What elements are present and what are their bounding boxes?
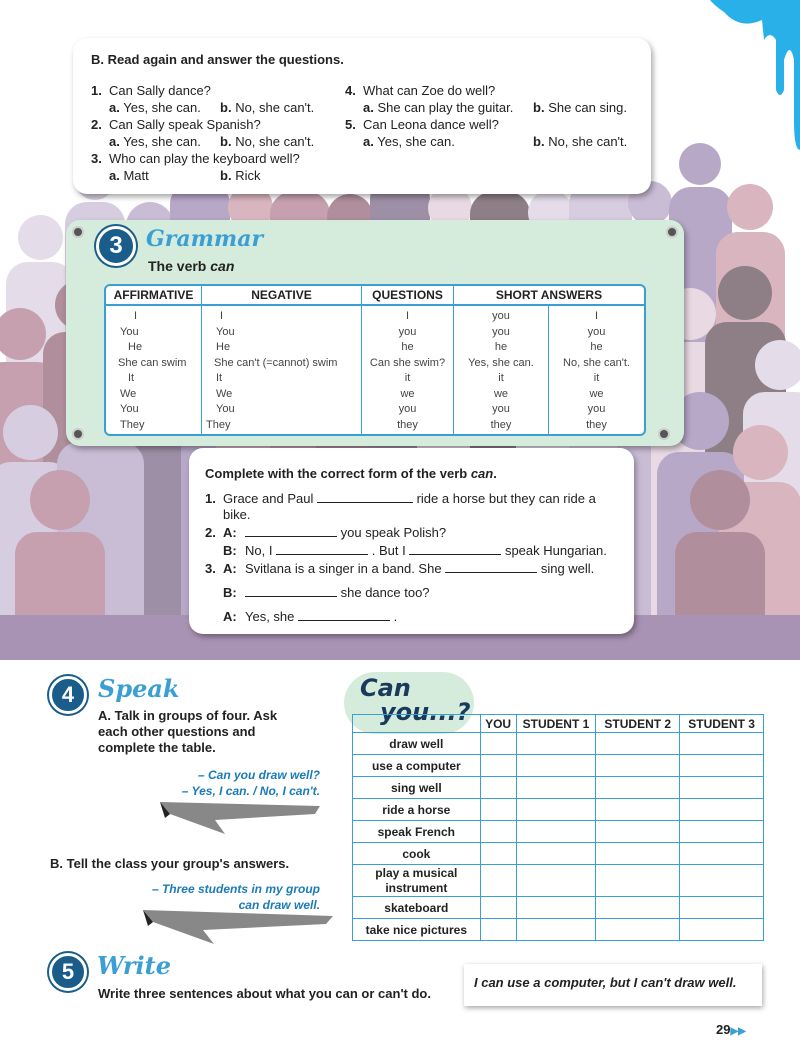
grammar-cell: they: [397, 418, 418, 431]
answer-cell[interactable]: [596, 897, 680, 919]
grammar-subtitle: [148, 258, 234, 274]
survey-row: [353, 865, 764, 897]
option-a: Matt: [123, 168, 149, 183]
questions-right-column: [345, 82, 645, 150]
activity-label: play a musical instrument: [353, 865, 481, 897]
answer-cell[interactable]: [516, 777, 596, 799]
answer-cell[interactable]: [680, 843, 764, 865]
activity-label: use a computer: [353, 755, 481, 777]
grammar-cell: you: [492, 403, 510, 415]
text: No, I: [245, 543, 273, 558]
option-label: b.: [533, 134, 545, 149]
exercise-2a: [205, 525, 618, 541]
answer-cell[interactable]: [596, 843, 680, 865]
questions-card: [73, 38, 651, 194]
option-b: No, she can't.: [548, 134, 628, 149]
option-label: a.: [109, 134, 120, 149]
option-b: No, she can't.: [235, 100, 315, 115]
answer-cell[interactable]: [516, 897, 596, 919]
grammar-cell: She can't (=cannot) swim: [214, 356, 338, 369]
instruction-line: each other questions and: [98, 724, 256, 739]
crowd-head: [3, 405, 58, 460]
page-number: [716, 1022, 746, 1037]
answer-cell[interactable]: [680, 799, 764, 821]
crowd-head: [30, 470, 90, 530]
speak-a-instruction: [98, 708, 277, 756]
short-no-column: [549, 306, 644, 434]
answer-blank[interactable]: [317, 491, 413, 503]
survey-table: [352, 714, 764, 941]
screw-icon: [72, 428, 84, 440]
answer-cell[interactable]: [596, 919, 680, 941]
grammar-cell: you: [587, 325, 606, 338]
header-questions: QUESTIONS: [362, 286, 454, 304]
grammar-cell: She can swim: [118, 356, 187, 369]
crowd-head: [718, 266, 772, 320]
next-arrow-icon[interactable]: ▶▶: [730, 1026, 746, 1037]
speech-tail-icon: [138, 906, 338, 951]
grammar-cell: You: [120, 325, 139, 338]
question-number: 4.: [345, 83, 356, 98]
grammar-cell: it: [593, 372, 600, 384]
grammar-cell: He: [216, 341, 231, 353]
header-empty: [353, 715, 481, 733]
answer-cell[interactable]: [596, 777, 680, 799]
option-label: a.: [363, 100, 374, 115]
subtitle-text: The verb: [148, 258, 211, 274]
question-number: 5.: [345, 117, 356, 132]
answer-cell[interactable]: [480, 843, 516, 865]
grammar-cell: I: [594, 310, 599, 322]
question-text: Can Sally dance?: [109, 83, 211, 98]
grammar-cell: I: [220, 310, 224, 322]
activity-label: ride a horse: [353, 799, 481, 821]
complete-title: [205, 466, 618, 481]
question-number: 1.: [91, 83, 102, 98]
grammar-cell: We: [120, 387, 137, 400]
answer-cell[interactable]: [480, 919, 516, 941]
crowd-head: [755, 340, 800, 390]
option-a: Yes, she can.: [377, 134, 455, 149]
answer-cell[interactable]: [680, 777, 764, 799]
subtitle-verb: can: [210, 258, 235, 274]
answer-cell[interactable]: [596, 821, 680, 843]
section-number-5: 5: [49, 953, 87, 991]
survey-row: [353, 777, 764, 799]
speaker-a: A:: [223, 561, 237, 576]
survey-header-row: [353, 715, 764, 733]
grammar-cell: We: [216, 387, 233, 400]
survey-row: [353, 755, 764, 777]
can-you-line1: Can: [360, 674, 411, 702]
answer-cell[interactable]: [596, 799, 680, 821]
item-number: 3.: [205, 561, 216, 576]
survey-body: [353, 733, 764, 941]
answer-cell[interactable]: [680, 865, 764, 897]
answer-cell[interactable]: [516, 919, 596, 941]
speaker-b: B:: [223, 585, 237, 600]
grammar-cell: I: [405, 310, 410, 322]
grammar-cell: It: [216, 372, 223, 384]
complete-card: [189, 448, 634, 634]
option-label: a.: [109, 100, 120, 115]
answer-cell[interactable]: [596, 755, 680, 777]
screw-icon: [658, 428, 670, 440]
section-number-3: 3: [96, 226, 136, 266]
answer-cell[interactable]: [516, 799, 596, 821]
speaker-a: A:: [223, 525, 237, 540]
grammar-table-body: [106, 306, 644, 434]
grammar-cell: you: [398, 403, 417, 415]
activity-label: take nice pictures: [353, 919, 481, 941]
answer-cell[interactable]: [516, 755, 596, 777]
title-verb: can: [470, 466, 494, 481]
header-student-3: STUDENT 3: [680, 715, 764, 733]
grammar-cell: we: [589, 387, 604, 400]
speaker-b: B:: [223, 543, 237, 558]
grammar-cell: we: [400, 387, 415, 400]
grammar-title: Grammar: [146, 226, 264, 252]
option-label: b.: [533, 100, 545, 115]
text: . But I: [371, 543, 406, 558]
grammar-cell: we: [493, 387, 509, 400]
answer-cell[interactable]: [680, 755, 764, 777]
text: ride a horse but they can ride a: [416, 491, 596, 506]
grammar-cell: You: [120, 403, 139, 415]
short-yes-column: [454, 306, 549, 434]
grammar-cell: you: [492, 325, 510, 338]
header-student-1: STUDENT 1: [516, 715, 596, 733]
option-label: b.: [220, 100, 232, 115]
option-label: a.: [363, 134, 374, 149]
header-affirmative: AFFIRMATIVE: [106, 286, 202, 304]
exercise-3b: [205, 585, 618, 601]
answer-cell[interactable]: [480, 897, 516, 919]
survey-row: [353, 843, 764, 865]
page-number-text: 29: [716, 1022, 731, 1037]
negative-column: [202, 306, 362, 434]
text: she dance too?: [340, 585, 430, 600]
survey-row: [353, 799, 764, 821]
crowd-head: [18, 215, 63, 260]
speaker-a: A:: [223, 609, 237, 624]
answer-blank[interactable]: [276, 543, 368, 555]
screw-icon: [666, 226, 678, 238]
answer-cell[interactable]: [480, 821, 516, 843]
answer-cell[interactable]: [516, 821, 596, 843]
answer-cell[interactable]: [596, 733, 680, 755]
write-title: Write: [97, 951, 171, 980]
crowd-head: [690, 470, 750, 530]
speak-title: Speak: [98, 674, 180, 703]
answer-cell[interactable]: [480, 733, 516, 755]
answer-cell[interactable]: [680, 897, 764, 919]
crowd-head: [727, 184, 773, 230]
option-a: Yes, she can.: [123, 134, 201, 149]
answer-cell[interactable]: [480, 799, 516, 821]
grammar-cell: you: [587, 403, 606, 415]
text: sing well.: [540, 561, 595, 576]
bubble-line: can draw well.: [238, 898, 320, 912]
grammar-cell: they: [586, 418, 607, 431]
answer-cell[interactable]: [680, 733, 764, 755]
item-number: 2.: [205, 525, 216, 540]
grammar-cell: I: [134, 310, 138, 322]
answer-blank[interactable]: [298, 609, 390, 621]
paint-splash-icon: [710, 0, 800, 150]
exercise-1: [205, 491, 618, 523]
text: Grace and Paul: [223, 491, 314, 506]
title-period: .: [493, 466, 497, 481]
option-a: She can play the guitar.: [377, 100, 514, 115]
grammar-cell: you: [398, 325, 417, 338]
option-b: No, she can't.: [235, 134, 315, 149]
answer-cell[interactable]: [680, 821, 764, 843]
option-label: b.: [220, 134, 232, 149]
answer-cell[interactable]: [480, 777, 516, 799]
grammar-cell: you: [492, 310, 510, 322]
grammar-table: [104, 284, 646, 436]
answer-blank[interactable]: [409, 543, 501, 555]
survey-row: [353, 897, 764, 919]
activity-label: draw well: [353, 733, 481, 755]
affirmative-column: [106, 306, 202, 434]
grammar-cell: it: [404, 372, 411, 384]
title-text: Complete with the correct form of the verb: [205, 466, 471, 481]
exercise-3a: [205, 561, 618, 577]
text: Svitlana is a singer in a band. She: [245, 561, 442, 576]
answer-cell[interactable]: [480, 755, 516, 777]
option-b: She can sing.: [548, 100, 627, 115]
activity-label: skateboard: [353, 897, 481, 919]
instruction-line: A. Talk in groups of four. Ask: [98, 708, 278, 723]
header-negative: NEGATIVE: [202, 286, 362, 304]
grammar-cell: They: [120, 418, 145, 431]
survey-row: [353, 919, 764, 941]
question-text: Can Leona dance well?: [363, 117, 499, 132]
survey-row: [353, 821, 764, 843]
activity-label: sing well: [353, 777, 481, 799]
grammar-box: [66, 220, 684, 446]
speech-bubble-1: [100, 767, 320, 799]
answer-cell[interactable]: [680, 919, 764, 941]
grammar-cell: You: [216, 325, 235, 338]
survey-row: [353, 733, 764, 755]
grammar-cell: He: [128, 341, 143, 353]
crowd-head: [733, 425, 788, 480]
answer-cell[interactable]: [596, 865, 680, 897]
answer-cell[interactable]: [480, 865, 516, 897]
can-you-line2: you...?: [380, 698, 471, 726]
questions-column: [362, 306, 454, 434]
exercise-2b: [205, 543, 618, 559]
option-b: Rick: [235, 168, 261, 183]
grammar-cell: It: [128, 372, 135, 384]
answer-cell[interactable]: [516, 843, 596, 865]
answer-blank[interactable]: [445, 561, 537, 573]
grammar-cell: They: [206, 418, 231, 431]
text: bike.: [223, 507, 251, 522]
grammar-cell: he: [494, 341, 508, 353]
grammar-cell: You: [216, 403, 235, 415]
write-example-card: I can use a computer, but I can't draw well.: [464, 964, 762, 1006]
question-number: 2.: [91, 117, 102, 132]
questions-left-column: [91, 82, 341, 184]
question-text: Can Sally speak Spanish?: [109, 117, 261, 132]
answer-blank[interactable]: [245, 585, 337, 597]
question-number: 3.: [91, 151, 102, 166]
grammar-cell: Yes, she can.: [468, 356, 534, 369]
answer-cell[interactable]: [516, 865, 596, 897]
header-student-2: STUDENT 2: [596, 715, 680, 733]
activity-label: cook: [353, 843, 481, 865]
section-number-4: 4: [49, 676, 87, 714]
grammar-cell: he: [401, 341, 414, 353]
question-text: Who can play the keyboard well?: [109, 151, 300, 166]
exercise-3c: [205, 609, 618, 625]
speak-b-instruction: B. Tell the class your group's answers.: [50, 856, 290, 871]
grammar-cell: they: [490, 418, 512, 431]
grammar-table-header: [106, 286, 644, 306]
instruction-line: complete the table.: [98, 740, 216, 755]
text: you speak Polish?: [340, 525, 447, 540]
text: Yes, she: [245, 609, 295, 624]
header-you: YOU: [480, 715, 516, 733]
question-text: What can Zoe do well?: [363, 83, 496, 98]
header-short-answers: SHORT ANSWERS: [495, 288, 603, 302]
option-label: b.: [220, 168, 232, 183]
screw-icon: [72, 226, 84, 238]
write-instruction: Write three sentences about what you can or can't do.: [98, 986, 431, 1001]
option-label: a.: [109, 168, 120, 183]
text: .: [393, 609, 398, 624]
grammar-cell: Can she swim?: [369, 356, 446, 369]
bubble-line: – Can you draw well?: [197, 768, 320, 782]
activity-label: speak French: [353, 821, 481, 843]
option-a: Yes, she can.: [123, 100, 201, 115]
text: speak Hungarian.: [504, 543, 607, 558]
bubble-line: – Three students in my group: [151, 882, 320, 896]
bubble-line: – Yes, I can. / No, I can't.: [181, 784, 320, 798]
item-number: 1.: [205, 491, 216, 506]
speech-tail-icon: [155, 798, 325, 843]
grammar-cell: No, she can't.: [563, 356, 630, 369]
section-b-title: B. Read again and answer the questions.: [91, 52, 344, 67]
answer-cell[interactable]: [516, 733, 596, 755]
answer-blank[interactable]: [245, 525, 337, 537]
grammar-cell: he: [590, 341, 603, 353]
grammar-cell: it: [498, 372, 504, 384]
